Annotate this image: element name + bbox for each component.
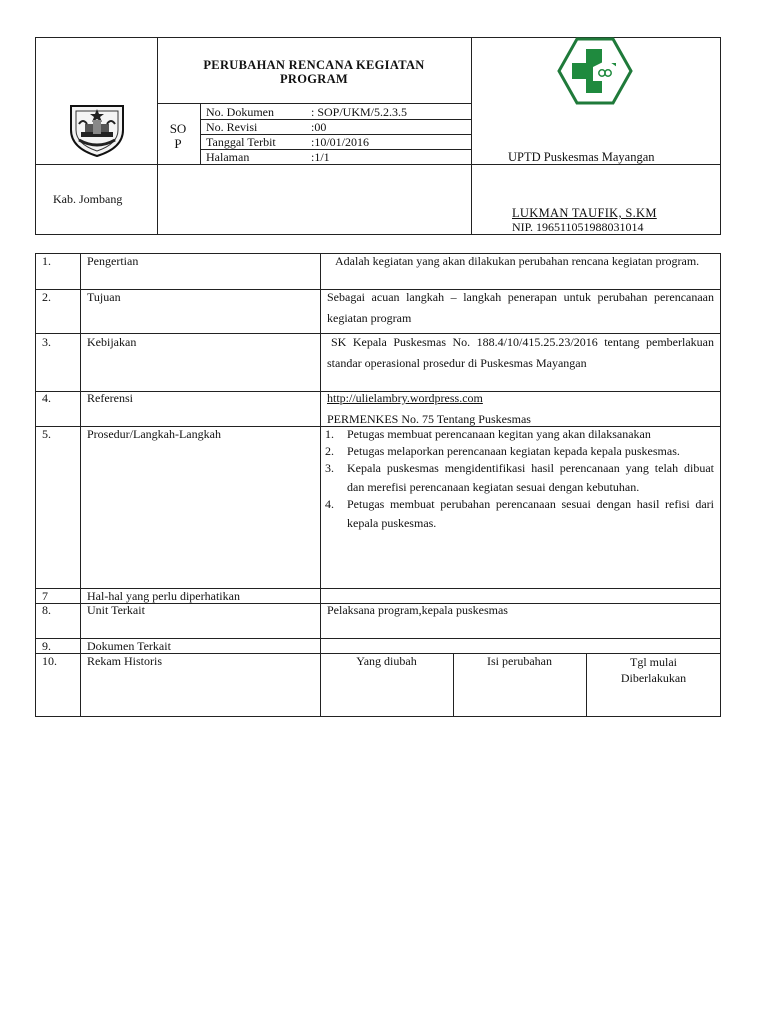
reference-link[interactable]: http://ulielambry.wordpress.com (327, 391, 483, 405)
row-label-kebijakan: Kebijakan (87, 335, 137, 349)
meta-value-doc-number: : SOP/UKM/5.2.3.5 (311, 105, 408, 119)
row-label-rekam-historis: Rekam Historis (87, 654, 162, 668)
row-content-pengertian: Adalah kegiatan yang akan dilakukan perubahan rencana kegiatan program. (335, 254, 700, 268)
row-content-kebijakan: SK Kepala Puskesmas No. 188.4/10/415.25.23/2016 tentang pemberlakuan standar operasional prosedur di Puskesmas Mayangan (327, 335, 714, 370)
organization-name: UPTD Puskesmas Mayangan (508, 150, 655, 164)
row-content-tujuan: Sebagai acuan langkah – langkah penerapan untuk perubahan perencanaan kegiatan program (327, 290, 714, 325)
row-number: 2. (42, 290, 51, 304)
document-title: PERUBAHAN RENCANA KEGIATAN PROGRAM (203, 58, 425, 86)
procedure-step: 2. Petugas melaporkan perencanaan kegiatan kepada kepala puskesmas. (325, 444, 680, 458)
row-number: 10. (42, 654, 57, 668)
row-label-dokumen-terkait: Dokumen Terkait (87, 639, 171, 653)
meta-label-issue-date: Tanggal Terbit (206, 135, 276, 149)
procedure-steps (323, 425, 714, 531)
history-col-content: Isi perubahan (487, 654, 552, 668)
row-label-pengertian: Pengertian (87, 254, 139, 268)
row-number: 5. (42, 427, 51, 441)
row-label-unit-terkait: Unit Terkait (87, 603, 145, 617)
row-content-unit-terkait: Pelaksana program,kepala puskesmas (327, 603, 508, 617)
signer-name: LUKMAN TAUFIK, S.KM (512, 206, 657, 220)
meta-value-page: :1/1 (311, 150, 330, 164)
region-name: Kab. Jombang (53, 192, 123, 206)
row-label-prosedur: Prosedur/Langkah-Langkah (87, 427, 221, 441)
row-label-tujuan: Tujuan (87, 290, 121, 304)
signer-nip: NIP. 196511051988031014 (512, 220, 644, 234)
procedure-step: 3. Kepala puskesmas mengidentifikasi hasil perencanaan yang telah dibuat dan merefisi perencanaan kegiatan sesuai dengan kebutuhan. (325, 461, 714, 494)
row-number: 8. (42, 603, 51, 617)
meta-label-revision: No. Revisi (206, 120, 258, 134)
meta-label-doc-number: No. Dokumen (206, 105, 274, 119)
row-number: 9. (42, 639, 51, 653)
row-number: 3. (42, 335, 51, 349)
reference-regulation: PERMENKES No. 75 Tentang Puskesmas (327, 412, 531, 426)
row-number: 7 (42, 589, 48, 603)
row-label-referensi: Referensi (87, 391, 133, 405)
meta-value-revision: :00 (311, 120, 327, 134)
puskesmas-logo-icon (557, 37, 633, 105)
row-label-perhatian: Hal-hal yang perlu diperhatikan (87, 589, 240, 603)
history-col-effective: Tgl mulai Diberlakukan (620, 655, 687, 685)
sop-label: SO P (169, 121, 187, 151)
row-number: 4. (42, 391, 51, 405)
header-divider-right (471, 37, 472, 235)
history-col-changed: Yang diubah (356, 654, 417, 668)
row-number: 1. (42, 254, 51, 268)
procedure-step: 1. Petugas membuat perencanaan kegitan yang akan dilaksanakan (325, 427, 651, 441)
kabupaten-emblem-icon (67, 100, 127, 158)
meta-label-page: Halaman (206, 150, 250, 164)
meta-value-issue-date: :10/01/2016 (311, 135, 370, 149)
procedure-step: 4. Petugas membuat perubahan perencanaan sesuai dengan hasil refisi dari kepala puskesmas. (325, 497, 714, 530)
title-bottom-line (157, 103, 471, 104)
